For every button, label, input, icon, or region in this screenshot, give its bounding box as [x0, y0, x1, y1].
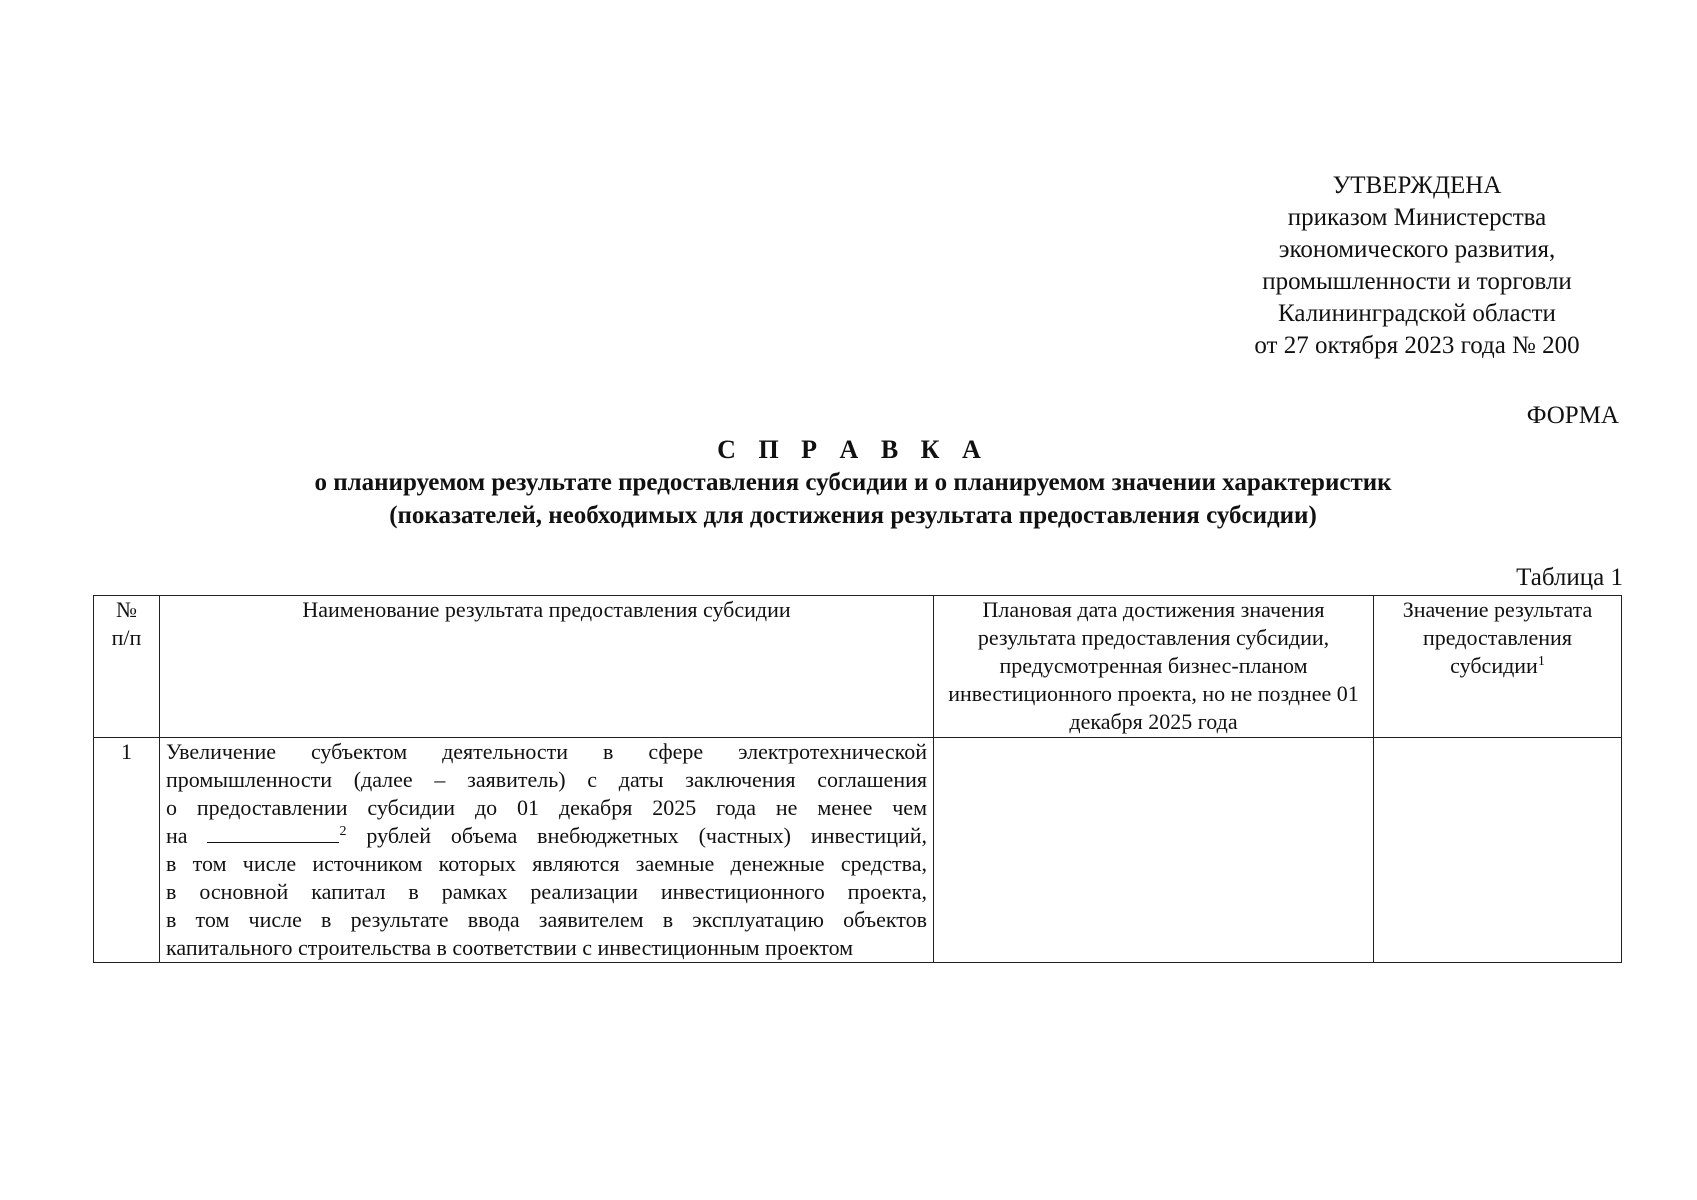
- row-result-description: [160, 738, 934, 963]
- description-line-with-blank: [166, 822, 927, 850]
- footnote-marker: 1: [1537, 654, 1545, 669]
- header-result-value: [1374, 596, 1622, 738]
- document-subtitle-line-1: о планируемом результате предоставления субсидии и о планируемом значении характеристик: [314, 469, 1392, 496]
- header-number-abbr: п/п: [111, 625, 142, 650]
- approval-line: Калининградской области: [1278, 300, 1556, 327]
- description-line: капитального строительства в соответствии с инвестиционным проектом: [166, 935, 854, 960]
- header-planned-date: Плановая дата достижения значения результата предоставления субсидии, предусмотренная бизнес-планом инвестиционного проекта, но не позднее 01 декабря 2025 года: [934, 596, 1374, 738]
- description-line: о предоставлении субсидии до 01 декабря 2025 года не менее чем: [166, 795, 927, 820]
- header-result-name: Наименование результата предоставления субсидии: [160, 596, 934, 738]
- approval-heading: УТВЕРЖДЕНА: [1332, 172, 1502, 199]
- results-table: [93, 595, 1622, 963]
- document-title: С П Р А В К А: [717, 435, 989, 464]
- approval-line: экономического развития,: [1278, 236, 1556, 263]
- description-text: на: [166, 823, 188, 848]
- form-label: ФОРМА: [1526, 402, 1619, 429]
- approval-block: [1217, 170, 1617, 362]
- description-text: рублей объема внебюджетных (частных) инвестиций,: [366, 823, 928, 848]
- document-title-block: [93, 433, 1613, 532]
- table-label: Таблица 1: [1516, 564, 1623, 591]
- description-line: в том числе источником которых являются заемные денежные средства,: [166, 851, 927, 876]
- description-line: Увеличение субъектом деятельности в сфере электротехнической: [166, 739, 927, 764]
- approval-line: приказом Министерства: [1287, 204, 1547, 231]
- table-header-row: [94, 596, 1622, 738]
- table-row: [94, 738, 1622, 963]
- row-value-cell: [1374, 738, 1622, 963]
- amount-blank-field: [207, 822, 339, 843]
- header-number-sign: №: [116, 597, 137, 622]
- header-result-value-text: Значение результата предоставления субсидии: [1402, 597, 1593, 678]
- approval-line: промышленности и торговли: [1262, 268, 1572, 295]
- description-line: в том числе в результате ввода заявителем в эксплуатацию объектов: [166, 907, 927, 932]
- row-planned-date-cell: [934, 738, 1374, 963]
- document-subtitle-line-2: (показателей, необходимых для достижения результата предоставления субсидии): [389, 502, 1317, 529]
- description-line: в основной капитал в рамках реализации инвестиционного проекта,: [166, 879, 927, 904]
- row-number: 1: [94, 738, 160, 963]
- footnote-marker: 2: [339, 824, 347, 839]
- description-line: промышленности (далее – заявитель) с даты заключения соглашения: [166, 767, 927, 792]
- header-number: [94, 596, 160, 738]
- approval-order-date: от 27 октября 2023 года № 200: [1254, 332, 1580, 359]
